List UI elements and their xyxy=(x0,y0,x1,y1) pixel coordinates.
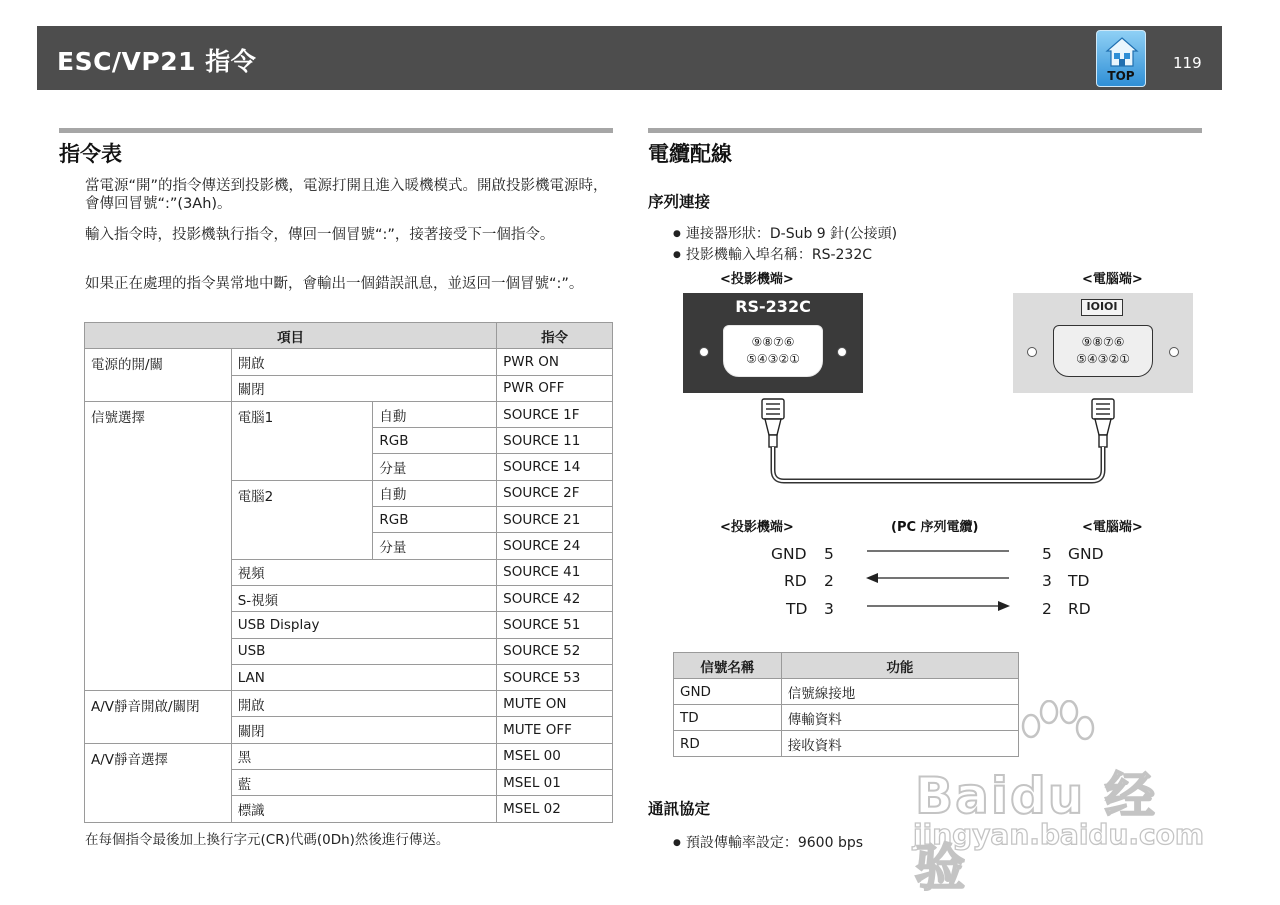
arrow-left-icon xyxy=(866,573,878,583)
item-pc2: 電腦2 xyxy=(231,480,373,559)
right-section-rule xyxy=(648,128,1202,133)
table-row xyxy=(674,679,1019,705)
group-power: 電源的開/關 xyxy=(85,349,232,402)
cmd-msel-02: MSEL 02 xyxy=(497,796,613,822)
cable-plug-right-icon xyxy=(1092,399,1114,447)
item-off: 關閉 xyxy=(231,717,496,743)
signal-name: TD xyxy=(674,705,782,731)
wiring-projector-side: <投影機端> xyxy=(720,520,794,535)
pin-name-right: GND xyxy=(1068,545,1104,563)
signal-function: 接收資料 xyxy=(781,731,1018,757)
cable-plug-left-icon xyxy=(762,399,784,447)
item-s-video: S-視頻 xyxy=(231,585,496,611)
command-list-title: 指令表 xyxy=(59,142,122,166)
cmd-msel-00: MSEL 00 xyxy=(497,743,613,769)
cmd-source-42: SOURCE 42 xyxy=(497,585,613,611)
cable-wiring-title: 電纜配線 xyxy=(648,142,732,166)
pin-name-right: TD xyxy=(1068,572,1090,590)
cmd-source-14: SOURCE 14 xyxy=(497,454,613,480)
screw-hole xyxy=(1027,347,1037,357)
paw-icon xyxy=(1017,700,1097,760)
cmd-pwr-off: PWR OFF xyxy=(497,375,613,401)
pin-name-right: RD xyxy=(1068,600,1091,618)
home-icon xyxy=(1105,36,1139,68)
table-header-row xyxy=(674,653,1019,679)
cable-line xyxy=(773,447,1103,481)
cmd-source-24: SOURCE 24 xyxy=(497,533,613,559)
watermark-url: jingyan.baidu.com xyxy=(913,818,1205,851)
header-signal-name: 信號名稱 xyxy=(674,653,782,679)
item-usb-display: USB Display xyxy=(231,612,496,638)
port-label: RS-232C xyxy=(735,297,811,316)
protocol-title: 通訊協定 xyxy=(648,800,711,818)
cmd-source-11: SOURCE 11 xyxy=(497,428,613,454)
command-table xyxy=(84,322,613,823)
computer-port-panel xyxy=(1013,293,1193,393)
cmd-source-2f: SOURCE 2F xyxy=(497,480,613,506)
table-header-row xyxy=(85,323,613,349)
cmd-source-52: SOURCE 52 xyxy=(497,638,613,664)
header-command: 指令 xyxy=(497,323,613,349)
item-component: 分量 xyxy=(373,533,497,559)
screw-hole xyxy=(1169,347,1179,357)
page-header xyxy=(37,26,1222,90)
page-number: 119 xyxy=(1173,54,1202,72)
item-usb: USB xyxy=(231,638,496,664)
group-av-mute-select: A/V靜音選擇 xyxy=(85,743,232,822)
serial-connection-title: 序列連接 xyxy=(648,193,711,211)
signal-function: 傳輸資料 xyxy=(781,705,1018,731)
cmd-source-1f: SOURCE 1F xyxy=(497,401,613,427)
top-button[interactable] xyxy=(1096,30,1146,87)
pins-row-top: ⑨⑧⑦⑥ xyxy=(751,335,795,349)
cmd-mute-on: MUTE ON xyxy=(497,691,613,717)
projector-port-panel xyxy=(683,293,863,393)
table-row xyxy=(85,743,613,769)
label-projector-side: <投影機端> xyxy=(720,272,794,287)
cmd-source-21: SOURCE 21 xyxy=(497,507,613,533)
header-item: 項目 xyxy=(85,323,497,349)
item-off: 關閉 xyxy=(231,375,496,401)
table-row xyxy=(85,401,613,427)
pin-number-right: 2 xyxy=(1042,600,1052,618)
left-section-rule xyxy=(59,128,613,133)
watermark-brand: Baidu 经验 xyxy=(915,767,1157,897)
cmd-source-41: SOURCE 41 xyxy=(497,559,613,585)
pin-number-right: 5 xyxy=(1042,545,1052,563)
pin-name-left: RD xyxy=(784,572,807,590)
cmd-pwr-on: PWR ON xyxy=(497,349,613,375)
bullet-baud-rate: ● 預設傳輸率設定：9600 bps xyxy=(673,832,863,852)
pin-number-left: 5 xyxy=(824,545,834,563)
cmd-source-53: SOURCE 53 xyxy=(497,664,613,690)
cmd-msel-01: MSEL 01 xyxy=(497,770,613,796)
serial-port-icon: IOIOI xyxy=(1081,299,1123,316)
cmd-source-51: SOURCE 51 xyxy=(497,612,613,638)
pin-number-left: 2 xyxy=(824,572,834,590)
serial-cable-illustration xyxy=(740,395,1140,490)
pins-row-bottom: ⑤④③②① xyxy=(746,352,800,366)
dsub-connector xyxy=(1053,325,1153,377)
item-rgb: RGB xyxy=(373,507,497,533)
item-auto: 自動 xyxy=(373,480,497,506)
dsub-connector xyxy=(723,325,823,377)
wiring-computer-side: <電腦端> xyxy=(1082,520,1143,535)
item-on: 開啟 xyxy=(231,691,496,717)
cmd-mute-off: MUTE OFF xyxy=(497,717,613,743)
item-lan: LAN xyxy=(231,664,496,690)
pin-name-left: TD xyxy=(786,600,808,618)
group-av-mute: A/V靜音開啟/關閉 xyxy=(85,691,232,744)
item-component: 分量 xyxy=(373,454,497,480)
header-function: 功能 xyxy=(781,653,1018,679)
signal-name: RD xyxy=(674,731,782,757)
bullet-connector-shape: ● 連接器形狀：D-Sub 9 針(公接頭) xyxy=(673,223,897,243)
arrow-right-icon xyxy=(998,601,1010,611)
wiring-cable-label: (PC 序列電纜) xyxy=(891,520,979,535)
item-pc1: 電腦1 xyxy=(231,401,373,480)
item-blue: 藍 xyxy=(231,770,496,796)
item-auto: 自動 xyxy=(373,401,497,427)
pins-row-top: ⑨⑧⑦⑥ xyxy=(1081,335,1125,349)
item-black: 黑 xyxy=(231,743,496,769)
item-logo: 標識 xyxy=(231,796,496,822)
page-title: ESC/VP21 指令 xyxy=(57,47,257,76)
table-row xyxy=(674,705,1019,731)
signal-table xyxy=(673,652,1019,757)
group-signal: 信號選擇 xyxy=(85,401,232,690)
paragraph-command-input: 輸入指令時，投影機執行指令，傳回一個冒號“:”，接著接受下一個指令。 xyxy=(85,227,555,243)
bullet-port-name: ● 投影機輸入埠名稱：RS-232C xyxy=(673,244,872,264)
signal-function: 信號線接地 xyxy=(781,679,1018,705)
footnote: 在每個指令最後加上換行字元(CR)代碼(0Dh)然後進行傳送。 xyxy=(85,832,450,848)
paragraph-error: 如果正在處理的指令異常地中斷，會輸出一個錯誤訊息，並返回一個冒號“:”。 xyxy=(85,276,584,292)
item-on: 開啟 xyxy=(231,349,496,375)
label-computer-side: <電腦端> xyxy=(1082,272,1143,287)
table-row xyxy=(674,731,1019,757)
screw-hole xyxy=(699,347,709,357)
paragraph-power-on: 當電源“開”的指令傳送到投影機，電源打開且進入暖機模式。開啟投影機電源時，會傳回冒號“:”(3Ah)。 xyxy=(85,178,608,212)
top-label: TOP xyxy=(1107,69,1135,83)
item-rgb: RGB xyxy=(373,428,497,454)
wiring-lines xyxy=(862,540,1014,620)
screw-hole xyxy=(837,347,847,357)
pin-name-left: GND xyxy=(771,545,807,563)
signal-name: GND xyxy=(674,679,782,705)
pins-row-bottom: ⑤④③②① xyxy=(1076,352,1130,366)
table-row xyxy=(85,691,613,717)
item-video: 視頻 xyxy=(231,559,496,585)
pin-number-left: 3 xyxy=(824,600,834,618)
pin-number-right: 3 xyxy=(1042,572,1052,590)
table-row xyxy=(85,349,613,375)
